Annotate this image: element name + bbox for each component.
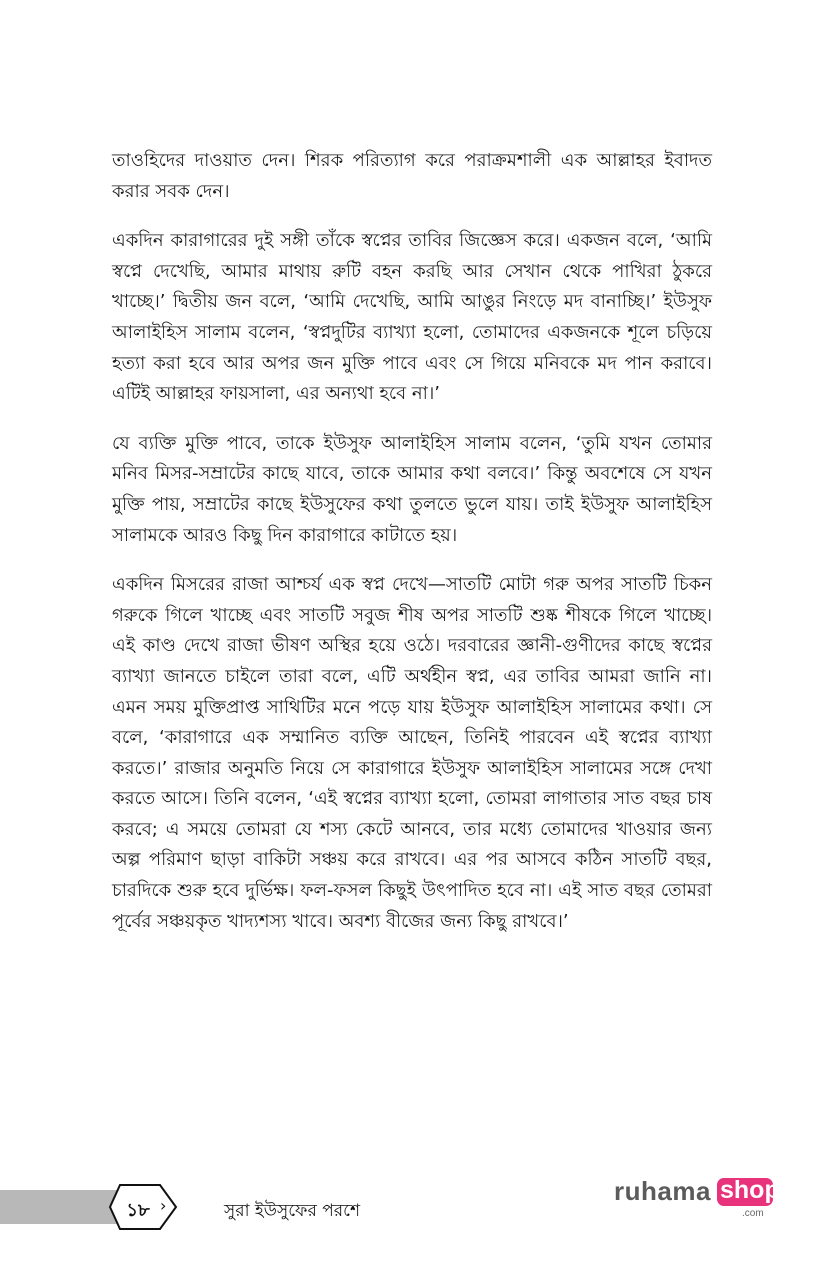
paragraph-3: যে ব্যক্তি মুক্তি পাবে, তাকে ইউসুফ আলাইহিস সালাম বলেন, ‘তুমি যখন তোমার মনিব মিসর-সম্রাটের কাছে যাবে, তাকে আমার কথা বলবে।’ কিন্তু অবশেষে সে যখন মুক্তি পায়, সম্রাটের কাছে ইউসুফের কথা তুলতে ভুলে যায়। তাই ইউসুফ আলাইহিস সালামকে আরও কিছু দিন কারাগারে কাটাতে হয়। [112, 432, 712, 546]
paragraph-4: একদিন মিসরের রাজা আশ্চর্য এক স্বপ্ন দেখে—সাতটি মোটা গরু অপর সাতটি চিকন গরুকে গিলে খাচ্ছে এবং সাতটি সবুজ শীষ অপর সাতটি শুষ্ক শীষকে গিলে খাচ্ছে। এই কাণ্ড দেখে রাজা ভীষণ অস্থির হয়ে ওঠে। দরবারের জ্ঞানী-গুণীদের কাছে স্বপ্নের ব্যাখ্যা জানতে চাইলে তারা বলে, এটি অর্থহীন স্বপ্ন, এর তাবির আমরা জানি না। এমন সময় মুক্তিপ্রাপ্ত সাথিটির মনে পড়ে যায় ইউসুফ আলাইহিস সালামের কথা। সে বলে, ‘কারাগারে এক সম্মানিত ব্যক্তি আছেন, তিনিই পারবেন এই স্বপ্নের ব্যাখ্যা করতে।’ রাজার অনুমতি নিয়ে সে কারাগারে ইউসুফ আলাইহিস সালামের সঙ্গে দেখা করতে আসে। তিনি বলেন, ‘এই স্বপ্নের ব্যাখ্যা হলো, তোমরা লাগাতার সাত বছর চাষ করবে; এ সময়ে তোমরা যে শস্য কেটে আনবে, তার মধ্যে তোমাদের খাওয়ার জন্য অল্প পরিমাণ ছাড়া বাকিটা সঞ্চয় করে রাখবে। এর পর আসবে কঠিন সাতটি বছর, চারদিকে শুরু হবে দুর্ভিক্ষ। ফল-ফসল কিছুই উৎপাদিত হবে না। এই সাত বছর তোমরা পূর্বের সঞ্চয়কৃত খাদ্যশস্য খাবে। অবশ্য বীজের জন্য কিছু রাখবে।’ [112, 574, 712, 932]
page-body [112, 146, 712, 956]
book-title: সুরা ইউসুফের পরশে [224, 1201, 361, 1221]
page-number: ১৮ [126, 1200, 150, 1221]
logo-text-ruhama: ruhama [614, 1176, 711, 1206]
chevron-right-icon: › [160, 1196, 167, 1215]
ruhamashop-logo [614, 1176, 779, 1224]
paragraph-2: একদিন কারাগারের দুই সঙ্গী তাঁকে স্বপ্নের তাবির জিজ্ঞেস করে। একজন বলে, ‘আমি স্বপ্নে দেখেছি, আমার মাথায় রুটি বহন করছি আর সেখান থেকে পাখিরা ঠুকরে খাচ্ছে।’ দ্বিতীয় জন বলে, ‘আমি দেখেছি, আমি আঙুর নিংড়ে মদ বানাচ্ছি।’ ইউসুফ আলাইহিস সালাম বলেন, ‘স্বপ্নদুটির ব্যাখ্যা হলো, তোমাদের একজনকে শূলে চড়িয়ে হত্যা করা হবে আর অপর জন মুক্তি পাবে এবং সে গিয়ে মনিবকে মদ পান করাবে। এটিই আল্লাহর ফায়সালা, এর অন্যথা হবে না।’ [112, 230, 712, 405]
paragraph-1: তাওহিদের দাওয়াত দেন। শিরক পরিত্যাগ করে পরাক্রমশালী এক আল্লাহর ইবাদত করার সবক দেন। [112, 150, 712, 202]
logo-text-shop: shop [720, 1176, 780, 1204]
logo-text-com: .com [742, 1208, 764, 1219]
